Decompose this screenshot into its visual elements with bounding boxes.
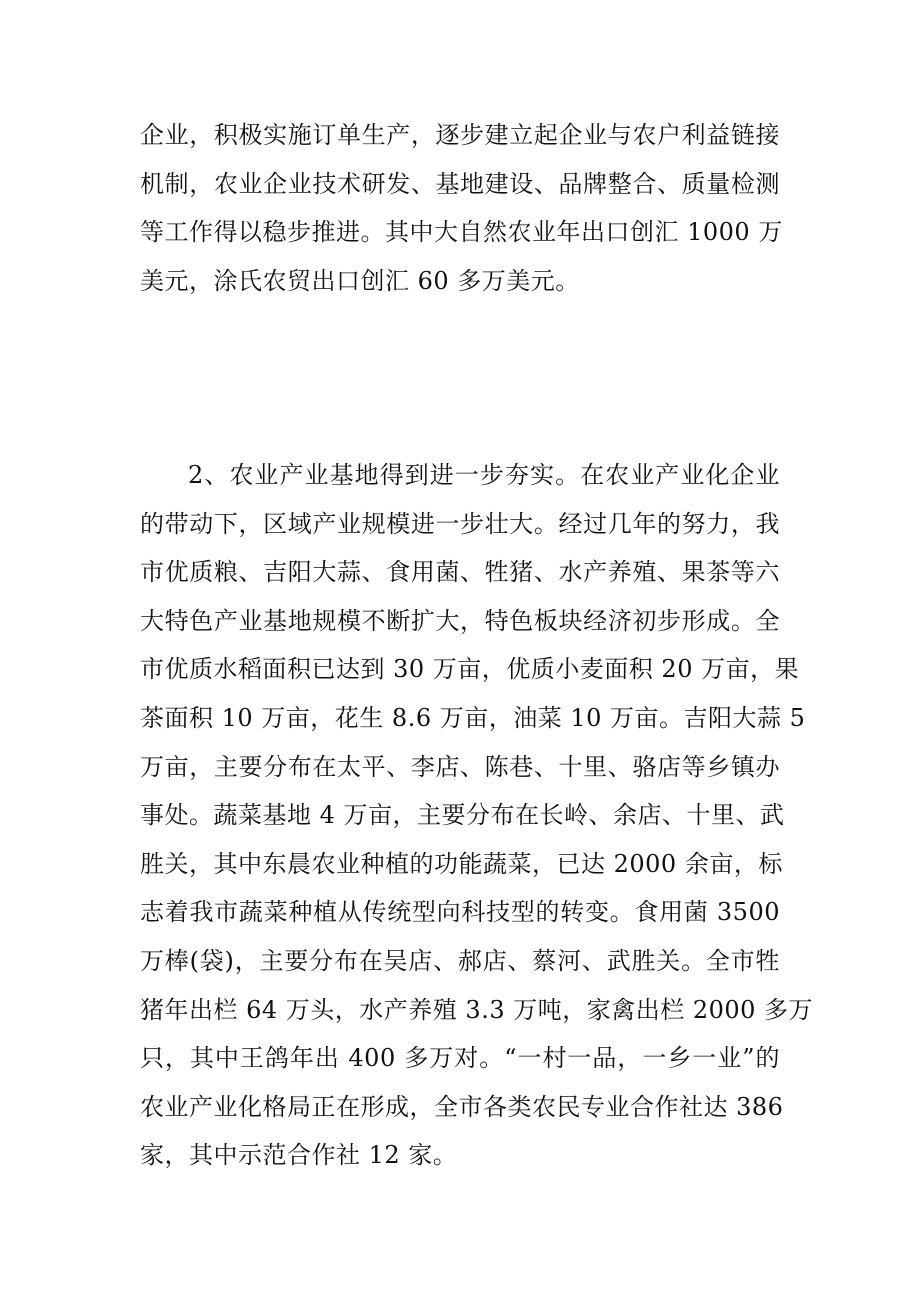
text-line: 农业产业化格局正在形成，全市各类农民专业合作社达 386 bbox=[140, 1092, 784, 1121]
text-line: 只，其中王鸽年出 400 多万对。“一村一品，一乡一业”的 bbox=[140, 1044, 780, 1073]
text-line: 大特色产业基地规模不断扩大，特色板块经济初步形成。全 bbox=[140, 606, 780, 635]
text-line: 企业，积极实施订单生产，逐步建立起企业与农户利益链接 bbox=[140, 121, 780, 149]
text-line: 胜关，其中东晨农业种植的功能蔬菜，已达 2000 余亩，标 bbox=[140, 849, 783, 878]
text-line: 万棒(袋)，主要分布在吴店、郝店、蔡河、武胜关。全市牲 bbox=[140, 946, 780, 975]
text-line: 市优质粮、吉阳大蒜、食用菌、牲猪、水产养殖、果茶等六 bbox=[140, 558, 780, 587]
text-line: 的带动下，区域产业规模进一步壮大。经过几年的努力，我 bbox=[140, 509, 780, 538]
text-line: 家，其中示范合作社 12 家。 bbox=[140, 1141, 458, 1170]
text-line: 机制，农业企业技术研发、基地建设、品牌整合、质量检测 bbox=[140, 169, 780, 198]
paragraph-agricultural-base bbox=[140, 451, 814, 1180]
paragraph-continued bbox=[140, 111, 783, 305]
text-line: 2、农业产业基地得到进一步夯实。在农业产业化企业 bbox=[188, 461, 780, 489]
text-line: 事处。蔬菜基地 4 万亩，主要分布在长岭、余店、十里、武 bbox=[140, 801, 785, 830]
text-line: 等工作得以稳步推进。其中大自然农业年出口创汇 1000 万 bbox=[140, 218, 783, 247]
text-line: 美元，涂氏农贸出口创汇 60 多万美元。 bbox=[140, 266, 580, 295]
text-line: 志着我市蔬菜种植从传统型向科技型的转变。食用菌 3500 bbox=[140, 898, 780, 927]
text-line: 市优质水稻面积已达到 30 万亩，优质小麦面积 20 万亩，果 bbox=[140, 655, 800, 684]
text-line: 猪年出栏 64 万头，水产养殖 3.3 万吨，家禽出栏 2000 多万 bbox=[140, 995, 814, 1024]
text-line: 茶面积 10 万亩，花生 8.6 万亩，油菜 10 万亩。吉阳大蒜 5 bbox=[140, 703, 806, 732]
text-line: 万亩，主要分布在太平、李店、陈巷、十里、骆店等乡镇办 bbox=[140, 752, 780, 781]
